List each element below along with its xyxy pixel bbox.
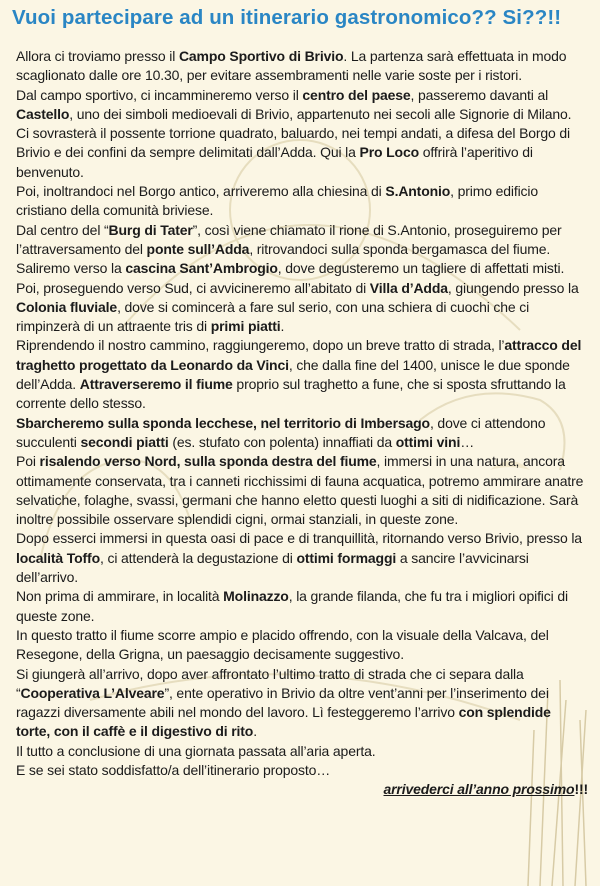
bold-text: con splendide torte, con il caffè e il digestivo di rito <box>16 704 551 740</box>
text-run: , che dalla fine del 1400, unisce le due sponde dell’Adda. <box>16 356 570 393</box>
paragraph <box>16 452 588 529</box>
text-run: , ci attenderà la degustazione di <box>99 549 297 566</box>
paragraph <box>16 742 588 761</box>
text-run: Allora ci troviamo presso il <box>16 48 179 64</box>
text-run: . <box>280 318 285 335</box>
bold-text: centro del paese <box>302 86 411 103</box>
text-run: … <box>460 433 475 450</box>
paragraph-list <box>16 47 588 780</box>
text-run: . <box>253 723 257 740</box>
text-run: , giungendo presso la <box>447 279 579 296</box>
bold-text: cascina Sant’Ambrogio <box>125 260 278 277</box>
text-run: , dove degusteremo un tagliere di affettati misti. <box>277 260 565 277</box>
text-run: , passeremo davanti al <box>410 86 549 103</box>
bold-text: ponte sull’Adda <box>146 240 250 257</box>
text-run: E se sei stato soddisfatto/a dell’itinerario proposto… <box>16 761 331 778</box>
bold-text: Cooperativa L’Alveare <box>20 684 165 701</box>
bold-text: attracco del traghetto progettato da Leonardo da Vinci <box>16 337 582 373</box>
text-run: Si giungerà all’arrivo, dopo aver affrontato l’ultimo tratto di strada che ci separa dalla “ <box>16 665 524 701</box>
text-run: , dove si comincerà a fare sul serio, con una schiera di cuochi che ci rimpinzerà di un attraente tris di <box>16 298 530 335</box>
text-run: , ritrovandoci sulla sponda bergamasca del fiume. Saliremo verso la <box>16 240 551 277</box>
paragraph <box>16 587 588 626</box>
text-run: Poi, proseguendo verso Sud, ci avvicineremo all’abitato di <box>16 279 370 296</box>
bold-text: S.Antonio <box>385 183 451 200</box>
bold-text: Molinazzo <box>223 588 289 605</box>
text-run: Il tutto a conclusione di una giornata passata all’aria aperta. <box>16 742 376 759</box>
text-run: ”, così viene chiamato il rione di S.Antonio, proseguiremo per l’attraversamento del <box>16 221 562 257</box>
text-run: proprio sul traghetto a fune, che si sposta sfruttando la corrente dello stesso. <box>16 376 566 412</box>
text-run: In questo tratto il fiume scorre ampio e placido offrendo, con la visuale della Valcava, del Resegone, della Grigna, un paesaggio decisamente suggestivo. <box>16 626 549 663</box>
itinerary-text <box>16 47 588 800</box>
text-run: , uno dei simboli medioevali di Brivio, appartenuto nei secoli alle Signorie di Milano. Ci sovrasterà il possente torrione quadrato, baluardo, nei tempi andati, a difesa del Borgo di Brivio e dei confini da sempre delimitati dall’Adda. Qui la <box>16 105 572 161</box>
bold-text: ottimi formaggi <box>296 549 397 566</box>
text-run: Dal campo sportivo, ci incammineremo verso il <box>16 86 303 103</box>
paragraph <box>16 761 588 780</box>
bold-text: Burg di Tater <box>108 221 193 238</box>
text-run: Poi <box>16 453 40 470</box>
bold-text: Sbarcheremo sulla sponda lecchese, nel territorio di Imbersago <box>16 414 430 431</box>
paragraph <box>16 279 588 337</box>
bold-text: risalendo verso Nord, sulla sponda destra del fiume <box>39 453 377 470</box>
text-run: Poi, inoltrandoci nel Borgo antico, arriveremo alla chiesina di <box>16 183 386 200</box>
text-run: (es. stufato con polenta) innaffiati da <box>168 433 396 450</box>
page-title: Vuoi partecipare ad un itinerario gastronomico?? Si??!! <box>12 6 562 29</box>
paragraph <box>16 47 588 86</box>
paragraph <box>16 221 588 279</box>
paragraph <box>16 414 588 453</box>
text-run: Dopo esserci immersi in questa oasi di pace e di tranquillità, ritornando verso Brivio, presso la <box>16 530 582 547</box>
bold-text: primi piatti <box>210 318 281 335</box>
closing-emphasis: arrivederci all’anno prossimo <box>383 781 575 798</box>
paragraph <box>16 529 588 587</box>
paragraph <box>16 86 588 182</box>
text-run: Dal centro del “ <box>16 221 109 238</box>
paragraph <box>16 336 588 413</box>
text-run: ”, ente operativo in Brivio da oltre vent’anni per l’inserimento dei ragazzi diversamente abili nel mondo del lavoro. Lì festeggeremo l’arrivo <box>16 684 549 721</box>
text-run: , immersi in una natura, ancora ottimamente conservata, tra i canneti ricchissimi di fauna acquatica, potremo ammirare anatre selvatiche, folaghe, svassi, germani che hanno eletto questi luoghi a siti di nidificazione. Sarà inoltre possibile osservare splendidi cigni, ormai stanziali, in queste zone. <box>16 453 584 528</box>
bold-text: Castello <box>16 105 70 122</box>
paragraph <box>16 665 588 742</box>
text-run: , la grande filanda, che fu tra i migliori opifici di queste zone. <box>16 588 568 624</box>
bold-text: ottimi vini <box>395 433 461 450</box>
closing-tail: !!! <box>574 781 588 798</box>
bold-text: Villa d’Adda <box>369 279 448 296</box>
bold-text: Colonia fluviale <box>16 298 118 315</box>
bold-text: secondi piatti <box>80 433 169 450</box>
paragraph <box>16 626 588 665</box>
bold-text: Attraverseremo il fiume <box>79 376 233 393</box>
text-run: , primo edificio cristiano della comunità briviese. <box>16 183 538 219</box>
text-run: offrirà l’aperitivo di benvenuto. <box>16 144 533 180</box>
text-run: a sancire l’avvicinarsi dell’arrivo. <box>16 549 529 586</box>
text-run: Non prima di ammirare, in località <box>16 588 224 605</box>
closing-line <box>16 780 588 799</box>
bold-text: località Toffo <box>16 549 100 566</box>
text-run: , dove ci attendono succulenti <box>16 414 546 450</box>
bold-text: Pro Loco <box>359 144 419 161</box>
bold-text: Campo Sportivo di Brivio <box>178 48 344 64</box>
text-run: Riprendendo il nostro cammino, raggiungeremo, dopo un breve tratto di strada, l’ <box>16 337 505 354</box>
text-run: . La partenza sarà effettuata in modo scaglionato dalle ore 10.30, per evitare assembramenti nelle varie soste per i ristori. <box>16 48 567 84</box>
paragraph <box>16 182 588 221</box>
